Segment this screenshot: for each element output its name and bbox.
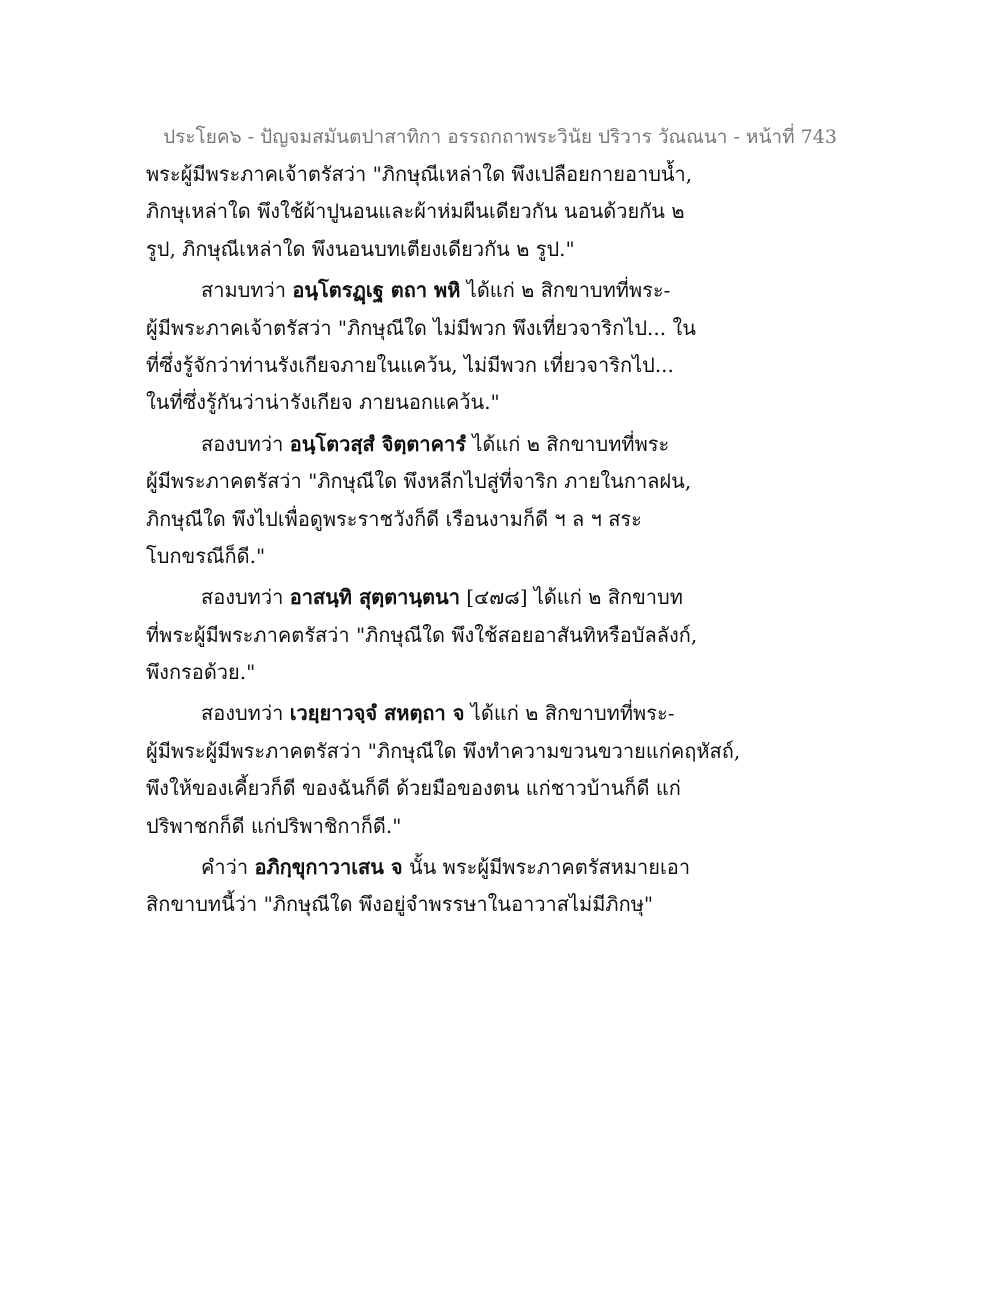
- text-line: [146, 231, 866, 268]
- text-line: [146, 347, 866, 384]
- pali-term: อนฺโตวสฺสํ จิตฺตาคารํ: [289, 431, 466, 456]
- line-text: ได้แก่ ๒ สิกขาบทที่พระ-: [464, 701, 675, 726]
- line-text: โบกขรณีก็ดี.": [146, 543, 266, 568]
- text-line: [146, 193, 866, 230]
- text-line: [146, 733, 866, 770]
- pali-term: อนฺโตรฏฺเฐ ตถา พหิ: [292, 278, 461, 303]
- text-line: [146, 156, 866, 193]
- paragraph: [146, 695, 866, 845]
- text-line: [146, 272, 866, 309]
- text-line: [146, 617, 866, 654]
- paragraph: [146, 579, 866, 691]
- text-line: [146, 463, 866, 500]
- text-line: [146, 654, 866, 691]
- line-text: ปริพาชกก็ดี แก่ปริพาชิกาก็ดี.": [146, 813, 402, 838]
- text-line: [146, 849, 866, 886]
- body-text: [146, 156, 866, 924]
- line-text: ในที่ซึ่งรู้กันว่าน่ารังเกียจ ภายนอกแคว้น.": [146, 390, 500, 415]
- line-text: สองบทว่า: [201, 431, 290, 456]
- text-line: [146, 310, 866, 347]
- line-text: ผู้มีพระผู้มีพระภาคตรัสว่า "ภิกษุณีใด พึงทำความขวนขวายแก่คฤหัสถ์,: [146, 738, 741, 763]
- page-header: ประโยค๖ - ปัญจมสมันตปาสาทิกา อรรถกถาพระวินัย ปริวาร วัณณนา - หน้าที่ 743: [163, 126, 837, 148]
- paragraph: [146, 849, 866, 924]
- line-text: ภิกษุณีใด พึงไปเพื่อดูพระราชวังก็ดี เรือนงามก็ดี ฯ ล ฯ สระ: [146, 506, 642, 531]
- text-line: [146, 695, 866, 732]
- line-text: ที่ซึ่งรู้จักว่าท่านรังเกียจภายในแคว้น, ไม่มีพวก เที่ยวจาริกไป...: [146, 352, 674, 377]
- line-text: สิกขาบทนี้ว่า "ภิกษุณีใด พึงอยู่จำพรรษาในอาวาสไม่มีภิกษุ": [146, 892, 654, 917]
- line-text: พระผู้มีพระภาคเจ้าตรัสว่า "ภิกษุณีเหล่าใด พึงเปลือยกายอาบน้ำ,: [146, 162, 693, 186]
- line-text: ได้แก่ ๒ สิกขาบทที่พระ-: [460, 278, 671, 303]
- line-text: คำว่า: [201, 855, 255, 880]
- pali-term: อภิกฺขุกาวาเสน จ: [254, 855, 403, 880]
- paragraph: [146, 426, 866, 576]
- line-text: สองบทว่า: [201, 701, 290, 726]
- line-text: สองบทว่า: [201, 585, 290, 610]
- line-text: ที่พระผู้มีพระภาคตรัสว่า "ภิกษุณีใด พึงใช้สอยอาสันทิหรือบัลลังก์,: [146, 622, 698, 647]
- line-text: ผู้มีพระภาคตรัสว่า "ภิกษุณีใด พึงหลีกไปสู่ที่จาริก ภายในกาลฝน,: [146, 469, 692, 494]
- line-text: [๔๗๘] ได้แก่ ๒ สิกขาบท: [459, 585, 683, 610]
- line-text: รูป, ภิกษุณีเหล่าใด พึงนอนบทเตียงเดียวกัน ๒ รูป.": [146, 236, 575, 261]
- text-line: [146, 579, 866, 616]
- line-text: สามบทว่า: [201, 278, 293, 303]
- line-text: ภิกษุเหล่าใด พึงใช้ผ้าปูนอนและผ้าห่มผืนเดียวกัน นอนด้วยกัน ๒: [146, 199, 685, 224]
- line-text: นั้น พระผู้มีพระภาคตรัสหมายเอา: [402, 855, 691, 880]
- line-text: ได้แก่ ๒ สิกขาบทที่พระ: [466, 431, 670, 456]
- line-text: พึงกรอด้วย.": [146, 660, 256, 685]
- text-line: [146, 538, 866, 575]
- pali-term: อาสนฺทิ สุตฺตานฺตนา: [289, 585, 460, 610]
- paragraph: [146, 156, 866, 268]
- line-text: ผู้มีพระภาคเจ้าตรัสว่า "ภิกษุณีใด ไม่มีพวก พึงเที่ยวจาริกไป... ใน: [146, 315, 696, 340]
- text-line: [146, 426, 866, 463]
- text-line: [146, 770, 866, 807]
- paragraph: [146, 272, 866, 422]
- text-line: [146, 808, 866, 845]
- text-line: [146, 501, 866, 538]
- text-line: [146, 384, 866, 421]
- line-text: พึงให้ของเคี้ยวก็ดี ของฉันก็ดี ด้วยมือของตน แก่ชาวบ้านก็ดี แก่: [146, 776, 681, 801]
- pali-term: เวยฺยาวจฺจํ สหตฺถา จ: [289, 701, 465, 726]
- text-line: [146, 886, 866, 923]
